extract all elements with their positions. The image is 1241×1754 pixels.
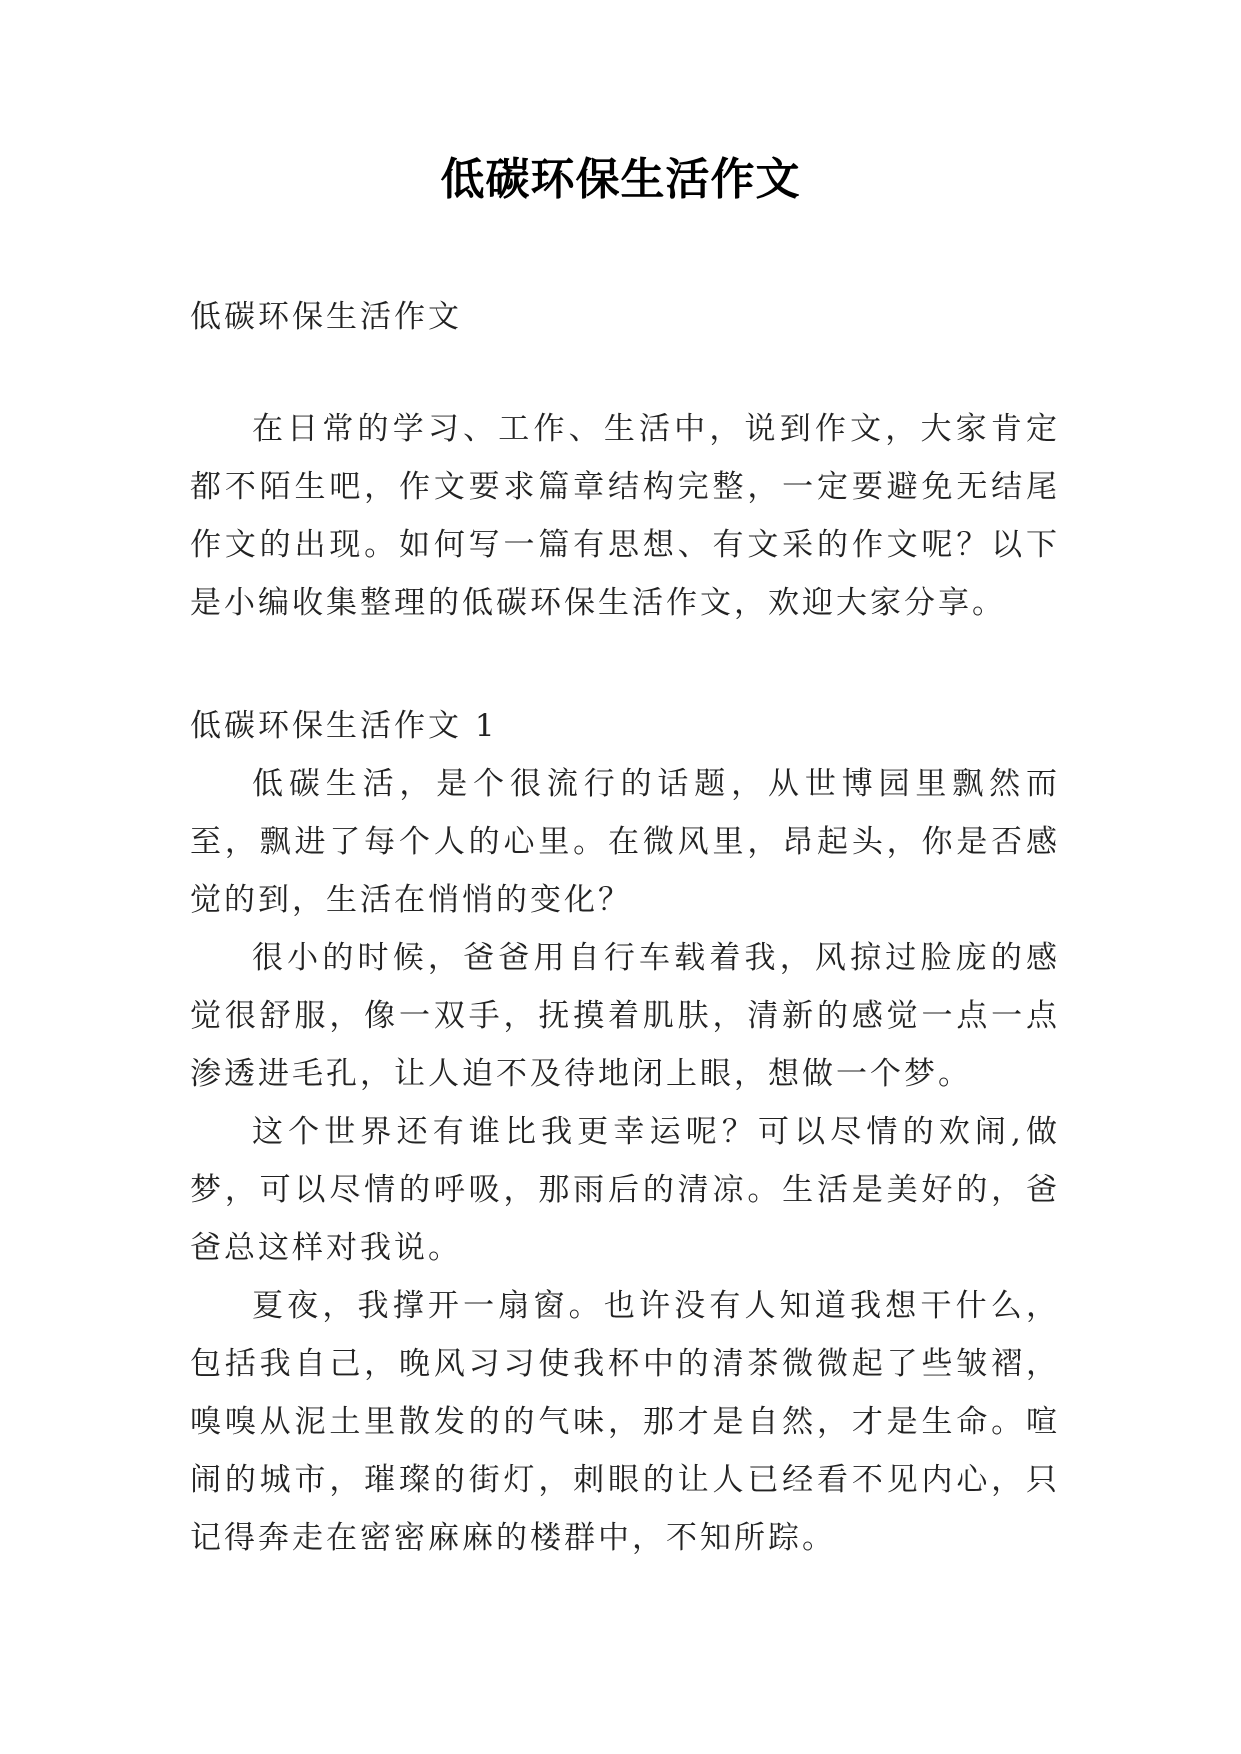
document-subtitle: 低碳环保生活作文 [190,299,462,335]
intro-section [190,400,1060,632]
paragraph-1: 低碳生活，是个很流行的话题，从世博园里飘然而至，飘进了每个人的心里。在微风里，昂起头，你是否感觉的到，生活在悄悄的变化？ [190,766,1060,918]
paragraph-3: 这个世界还有谁比我更幸运呢？可以尽情的欢闹,做梦，可以尽情的呼吸，那雨后的清凉。生活是美好的，爸爸总这样对我说。 [190,1114,1060,1266]
paragraph-2: 很小的时候，爸爸用自行车载着我，风掠过脸庞的感觉很舒服，像一双手，抚摸着肌肤，清新的感觉一点一点渗透进毛孔，让人迫不及待地闭上眼，想做一个梦。 [190,940,1060,1092]
essay-section-1 [190,697,1060,1567]
document-title: 低碳环保生活作文 [440,154,801,205]
intro-paragraph: 在日常的学习、工作、生活中，说到作文，大家肯定都不陌生吧，作文要求篇章结构完整，一定要避免无结尾作文的出现。如何写一篇有思想、有文采的作文呢？以下是小编收集整理的低碳环保生活作文，欢迎大家分享。 [190,411,1060,621]
paragraph-4: 夏夜，我撑开一扇窗。也许没有人知道我想干什么，包括我自己，晚风习习使我杯中的清茶微微起了些皱褶，嗅嗅从泥土里散发的的气味，那才是自然，才是生命。喧闹的城市，璀璨的街灯，刺眼的让人已经看不见内心，只记得奔走在密密麻麻的楼群中，不知所踪。 [190,1288,1060,1556]
section-heading: 低碳环保生活作文 1 [190,708,498,744]
